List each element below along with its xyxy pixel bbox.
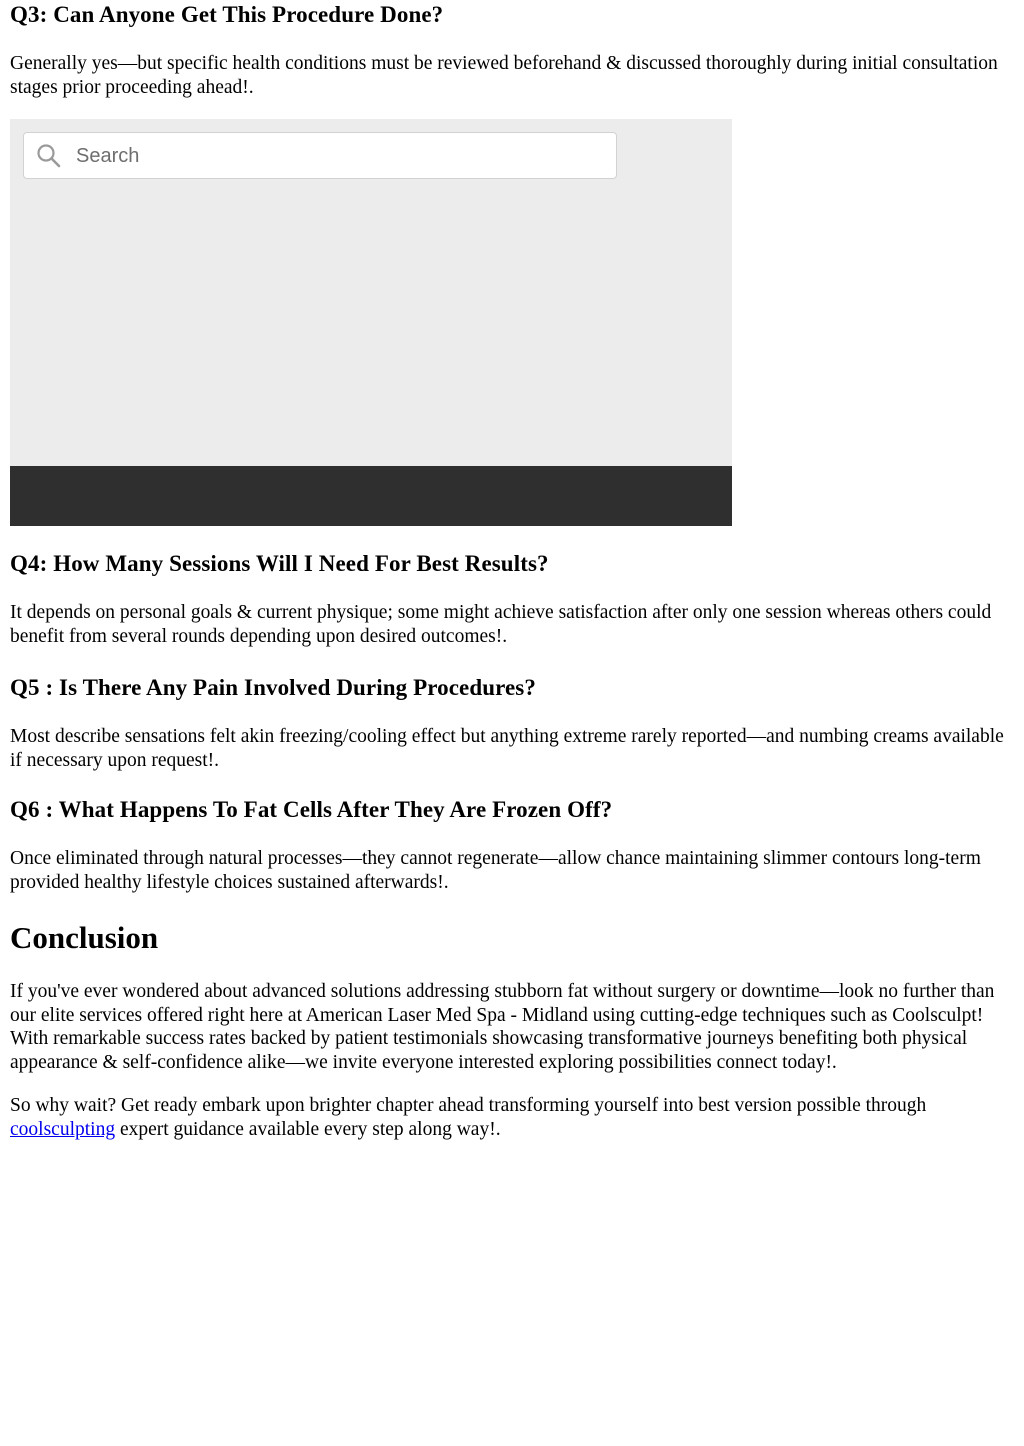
- faq-q3-heading: Q3: Can Anyone Get This Procedure Done?: [10, 2, 444, 27]
- search-icon: [36, 143, 62, 169]
- conclusion-paragraph: If you've ever wondered about advanced solutions addressing stubborn fat without surgery or downtime—look no further than our elite services offered right here at American Laser Med Spa - Midland using cutting-edge techniques such as Coolsculpt! With remarkable success rates backed by patient testimonials showcasing transformative journeys benefiting both physical appearance & self-confidence alike—we invite everyone interested exploring possibilities connect today!.: [10, 981, 995, 1073]
- map-search-box[interactable]: [23, 132, 617, 179]
- faq-q3-answer: Generally yes—but specific health conditions must be reviewed beforehand & discussed thoroughly during initial consultation stages prior proceeding ahead!.: [10, 53, 998, 98]
- faq-q6-heading: Q6 : What Happens To Fat Cells After They Are Frozen Off?: [10, 797, 613, 822]
- embedded-map[interactable]: [10, 119, 732, 526]
- conclusion-heading: Conclusion: [10, 920, 159, 955]
- conclusion-cta-paragraph: [10, 1094, 1010, 1141]
- cta-text-before: So why wait? Get ready embark upon brighter chapter ahead transforming yourself into best version possible through: [10, 1095, 927, 1116]
- map-footer-bar: [10, 466, 732, 526]
- faq-q5-answer: Most describe sensations felt akin freezing/cooling effect but anything extreme rarely reported—and numbing creams available if necessary upon request!.: [10, 726, 1004, 771]
- faq-q4-answer: It depends on personal goals & current physique; some might achieve satisfaction after only one session whereas others could benefit from several rounds depending upon desired outcomes!.: [10, 602, 992, 647]
- coolsculpting-link[interactable]: coolsculpting: [10, 1118, 116, 1140]
- faq-q6-answer: Once eliminated through natural processes—they cannot regenerate—allow chance maintaining slimmer contours long-term provided healthy lifestyle choices sustained afterwards!.: [10, 848, 981, 893]
- cta-text-after: expert guidance available every step along way!.: [115, 1118, 501, 1140]
- faq-q4-heading: Q4: How Many Sessions Will I Need For Best Results?: [10, 551, 549, 576]
- map-search-input[interactable]: [76, 141, 596, 171]
- faq-q5-heading: Q5 : Is There Any Pain Involved During Procedures?: [10, 675, 536, 700]
